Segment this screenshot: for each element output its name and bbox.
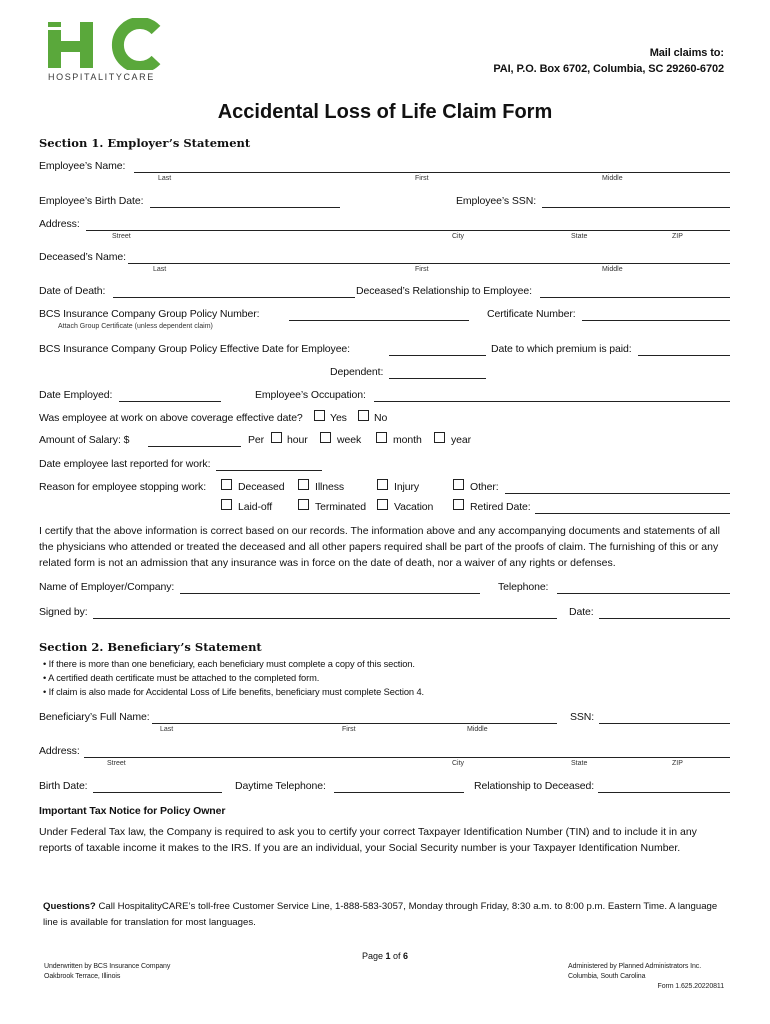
birth-date-label: Employee’s Birth Date: (39, 195, 144, 207)
page-total: 6 (403, 951, 409, 961)
at-work-yes-label: Yes (330, 412, 347, 424)
page-indicator (0, 951, 770, 961)
reason-other-label: Other: (470, 481, 499, 493)
address-street-caption: Street (112, 233, 131, 240)
reason-illness-checkbox[interactable] (298, 479, 309, 490)
premium-paid-field[interactable] (638, 355, 730, 356)
certification-text: I certify that the above information is correct based on our records. The information above and any accompanying documents and statements of all the physicians who attended or treated the deceased and all other papers required shall be part of the proofs of claim. The furnishing of this or any related form is not an admission that any insurance was in force on the date of death, nor a waiver of any rights or defenses. (39, 525, 720, 569)
per-hour-checkbox[interactable] (271, 432, 282, 443)
tax-notice-text: Under Federal Tax law, the Company is required to ask you to certify your correct Taxpayer Identification Number (TIN) and to include it in any reports of taxable income it makes to the IRS. If you are an individual, your Social Security number is your Taxpayer Identification Number. (39, 826, 697, 854)
page-number: 1 (385, 951, 391, 961)
reason-deceased-label: Deceased (238, 481, 285, 493)
beneficiary-ssn-label: SSN: (570, 711, 595, 723)
deceased-name-label: Deceased’s Name: (39, 251, 126, 263)
per-hour-label: hour (287, 434, 308, 446)
reason-label: Reason for employee stopping work: (39, 481, 207, 493)
occupation-field[interactable] (374, 401, 730, 402)
at-work-no-label: No (374, 412, 388, 424)
at-work-question: Was employee at work on above coverage effective date? (39, 412, 303, 424)
date-of-death-label: Date of Death: (39, 285, 106, 297)
reason-injury-checkbox[interactable] (377, 479, 388, 490)
bullet-3: • If claim is also made for Accidental Loss of Life benefits, beneficiary must complete Section 4. (43, 687, 425, 697)
at-work-no-checkbox[interactable] (358, 410, 369, 421)
salary-field[interactable] (148, 446, 241, 447)
reason-other-field[interactable] (505, 493, 730, 494)
logo-wordmark: HOSPITALITYCARE (48, 72, 155, 82)
questions-bold: Questions? (43, 901, 96, 912)
address-state-caption: State (571, 233, 588, 240)
birth-date-field[interactable] (150, 207, 340, 208)
reason-laidoff-checkbox[interactable] (221, 499, 232, 510)
occupation-label: Employee’s Occupation: (255, 389, 366, 401)
date-of-death-field[interactable] (113, 297, 355, 298)
per-year-label: year (451, 434, 472, 446)
per-month-checkbox[interactable] (376, 432, 387, 443)
employer-name-label: Name of Employer/Company: (39, 581, 175, 593)
last-reported-field[interactable] (216, 470, 322, 471)
section1-heading: Section 1. Employer’s Statement (39, 136, 251, 150)
relationship-to-deceased-label: Relationship to Deceased: (474, 780, 595, 792)
per-year-checkbox[interactable] (434, 432, 445, 443)
beneficiary-name-field[interactable] (152, 723, 557, 724)
per-week-checkbox[interactable] (320, 432, 331, 443)
policy-number-label: BCS Insurance Company Group Policy Number: (39, 308, 260, 320)
beneficiary-address-label: Address: (39, 745, 80, 757)
date-employed-label: Date Employed: (39, 389, 113, 401)
policy-number-field[interactable] (289, 320, 469, 321)
deceased-first-caption: First (415, 266, 429, 273)
salary-label: Amount of Salary: $ (39, 434, 130, 446)
telephone-label: Telephone: (498, 581, 549, 593)
retired-date-field[interactable] (535, 513, 730, 514)
relationship-field[interactable] (540, 297, 730, 298)
per-label: Per (248, 434, 265, 446)
form-number: Form 1.625.20220811 (657, 983, 724, 990)
tax-notice-heading: Important Tax Notice for Policy Owner (39, 805, 226, 817)
effective-date-field[interactable] (389, 355, 486, 356)
beneficiary-name-label: Beneficiary’s Full Name: (39, 711, 150, 723)
beneficiary-address-field[interactable] (84, 757, 730, 758)
reason-terminated-checkbox[interactable] (298, 499, 309, 510)
beneficiary-birth-date-field[interactable] (93, 792, 222, 793)
mail-address: PAI, P.O. Box 6702, Columbia, SC 29260-6702 (493, 63, 724, 75)
reason-illness-label: Illness (315, 481, 345, 493)
at-work-yes-checkbox[interactable] (314, 410, 325, 421)
premium-paid-label: Date to which premium is paid: (491, 343, 632, 355)
ssn-label: Employee’s SSN: (456, 195, 537, 207)
beneficiary-zip-caption: ZIP (672, 760, 683, 767)
name-middle-caption: Middle (602, 175, 623, 182)
signed-by-label: Signed by: (39, 606, 88, 618)
per-week-label: week (337, 434, 362, 446)
address-field[interactable] (86, 230, 730, 231)
address-city-caption: City (452, 233, 465, 240)
deceased-last-caption: Last (153, 266, 167, 273)
address-zip-caption: ZIP (672, 233, 683, 240)
name-first-caption: First (415, 175, 429, 182)
company-logo (44, 18, 169, 88)
reason-retired-checkbox[interactable] (453, 499, 464, 510)
bullet-2: • A certified death certificate must be attached to the completed form. (43, 673, 320, 683)
address-label: Address: (39, 218, 80, 230)
beneficiary-middle-caption: Middle (467, 726, 488, 733)
dependent-label: Dependent: (330, 366, 384, 378)
daytime-telephone-label: Daytime Telephone: (235, 780, 326, 792)
bullet-1: • If there is more than one beneficiary, each beneficiary must complete a copy of this section. (43, 659, 415, 669)
date-label: Date: (569, 606, 594, 618)
page-of: of (390, 951, 404, 961)
page-label: Page (361, 951, 386, 961)
ssn-field[interactable] (542, 207, 730, 208)
underwriter-line2: Oakbrook Terrace, Illinois (44, 973, 121, 980)
attach-note: Attach Group Certificate (unless dependent claim) (58, 323, 213, 330)
beneficiary-city-caption: City (452, 760, 465, 767)
deceased-name-field[interactable] (128, 263, 730, 264)
daytime-telephone-field[interactable] (334, 792, 464, 793)
certificate-number-field[interactable] (582, 320, 730, 321)
page-title: Accidental Loss of Life Claim Form (217, 101, 553, 123)
dependent-field[interactable] (389, 378, 486, 379)
beneficiary-street-caption: Street (107, 760, 126, 767)
administrator-line2: Columbia, South Carolina (568, 973, 646, 980)
employee-name-label: Employee’s Name: (39, 160, 126, 172)
employee-name-field[interactable] (134, 172, 730, 173)
per-month-label: month (393, 434, 422, 446)
relationship-to-deceased-field[interactable] (598, 792, 730, 793)
administrator-line1: Administered by Planned Administrators Inc. (568, 963, 702, 970)
questions-note (43, 899, 733, 931)
reason-vacation-label: Vacation (394, 501, 434, 513)
beneficiary-first-caption: First (342, 726, 356, 733)
reason-deceased-checkbox[interactable] (221, 479, 232, 490)
last-reported-label: Date employee last reported for work: (39, 458, 211, 470)
employer-name-field[interactable] (180, 593, 480, 594)
date-employed-field[interactable] (119, 401, 221, 402)
telephone-field[interactable] (557, 593, 730, 594)
questions-text: Call HospitalityCARE’s toll-free Customer Service Line, 1-888-583-3057, Monday through Friday, 8:30 a.m. to 8:00 p.m. Eastern Time. A language line is available for translation for most languages. (43, 901, 718, 928)
reason-other-checkbox[interactable] (453, 479, 464, 490)
beneficiary-birth-date-label: Birth Date: (39, 780, 88, 792)
beneficiary-ssn-field[interactable] (599, 723, 730, 724)
section2-heading: Section 2. Beneficiary’s Statement (39, 640, 262, 654)
signature-field[interactable] (93, 618, 557, 619)
reason-laidoff-label: Laid-off (238, 501, 273, 513)
reason-injury-label: Injury (394, 481, 420, 493)
mail-label: Mail claims to: (649, 47, 724, 59)
reason-vacation-checkbox[interactable] (377, 499, 388, 510)
underwriter-line1: Underwritten by BCS Insurance Company (44, 963, 171, 970)
beneficiary-last-caption: Last (160, 726, 174, 733)
beneficiary-state-caption: State (571, 760, 588, 767)
reason-terminated-label: Terminated (315, 501, 366, 513)
relationship-label: Deceased’s Relationship to Employee: (356, 285, 532, 297)
logo-mark (44, 18, 169, 70)
reason-retired-label: Retired Date: (470, 501, 531, 513)
certificate-number-label: Certificate Number: (487, 308, 576, 320)
effective-date-label: BCS Insurance Company Group Policy Effective Date for Employee: (39, 343, 350, 355)
name-last-caption: Last (158, 175, 172, 182)
deceased-middle-caption: Middle (602, 266, 623, 273)
date-field[interactable] (599, 618, 730, 619)
